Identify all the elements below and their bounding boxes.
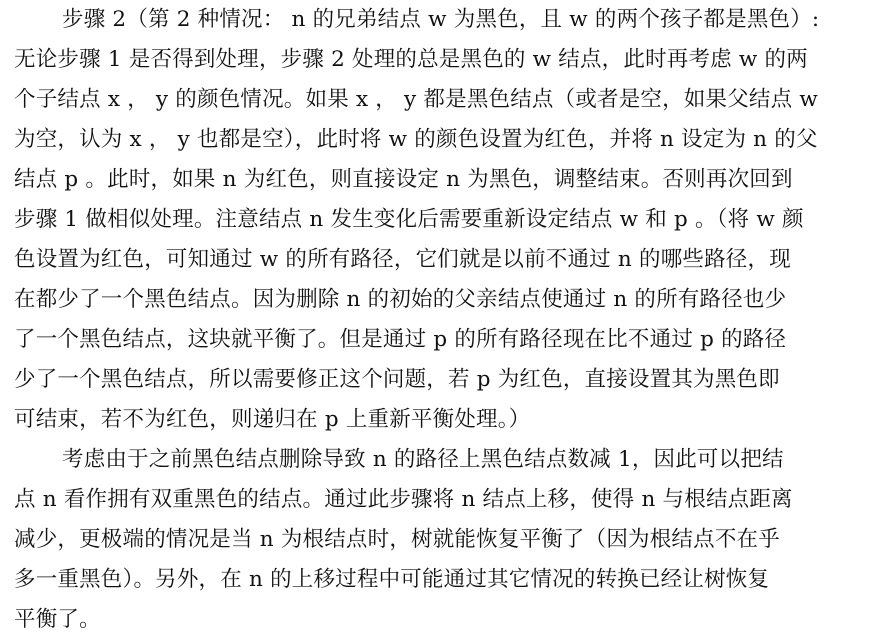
text-line: 步骤 2（第 2 种情况： n 的兄弟结点 w 为黑色，且 w 的两个孩子都是黑色）: xyxy=(62,7,820,32)
text-line: 平衡了。 xyxy=(14,607,101,632)
text-line: 在都少了一个黑色结点。因为删除 n 的初始的父亲结点使通过 n 的所有路径也少 xyxy=(14,287,787,312)
text-line: 无论步骤 1 是否得到处理，步骤 2 处理的总是黑色的 w 结点，此时再考虑 w 的两 xyxy=(14,47,808,72)
text-line: 步骤 1 做相似处理。注意结点 n 发生变化后需要重新设定结点 w 和 p 。（将 w 颜 xyxy=(14,207,804,232)
text-line: 点 n 看作拥有双重黑色的结点。通过此步骤将 n 结点上移，使得 n 与根结点距离 xyxy=(14,487,793,512)
text-line: 多一重黑色）。另外，在 n 的上移过程中可能通过其它情况的转换已经让树恢复 xyxy=(14,567,770,592)
text-line: 为空，认为 x ， y 也都是空），此时将 w 的颜色设置为红色，并将 n 设定为 n 的父 xyxy=(14,127,818,152)
text-line: 色设置为红色，可知通过 w 的所有路径，它们就是以前不通过 n 的哪些路径，现 xyxy=(14,247,791,272)
text-line: 可结束，若不为红色，则递归在 p 上重新平衡处理。） xyxy=(14,407,531,432)
text-line: 个子结点 x ， y 的颜色情况。如果 x ， y 都是黑色结点（或者是空，如果父结点 w xyxy=(14,87,818,112)
text-line: 考虑由于之前黑色结点删除导致 n 的路径上黑色结点数减 1，因此可以把结 xyxy=(62,447,784,472)
text-line: 了一个黑色结点，这块就平衡了。但是通过 p 的所有路径现在比不通过 p 的路径 xyxy=(14,327,787,352)
text-line: 结点 p 。此时，如果 n 为红色，则直接设定 n 为黑色，调整结束。否则再次回到 xyxy=(14,167,793,192)
text-line: 少了一个黑色结点，所以需要修正这个问题，若 p 为红色，直接设置其为黑色即 xyxy=(14,367,780,392)
text-line: 减少，更极端的情况是当 n 为根结点时，树就能恢复平衡了（因为根结点不在乎 xyxy=(14,527,780,552)
